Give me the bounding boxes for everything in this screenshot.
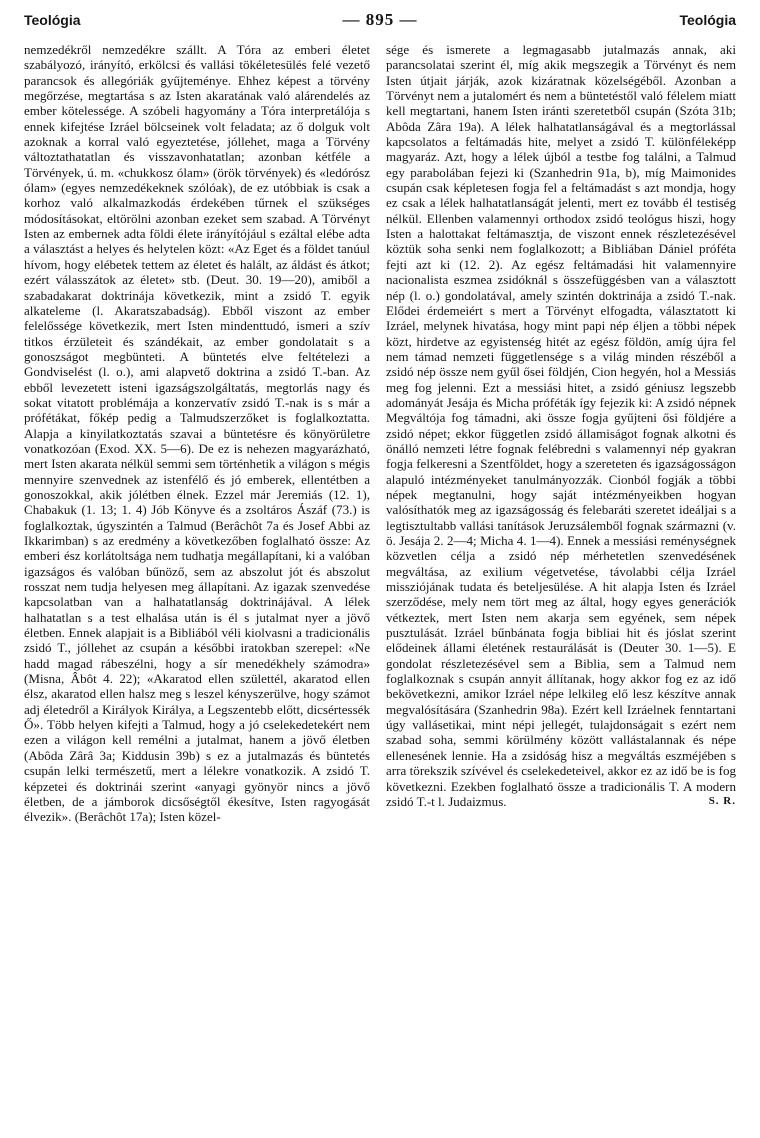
right-column [386, 42, 736, 825]
left-column [24, 42, 370, 825]
text-columns [24, 42, 736, 825]
running-head-right: Teológia [679, 12, 736, 28]
left-column-text: nemzedékről nemzedékre szállt. A Tóra az emberi életet szabályozó, irányító, erkölcsi és vallási tökéletesülés felé vezető parancsok és allegóriák gyűjteménye. Ehhez képest a törvény megőrzése, megtartása s az Isten akaratának való alárendelés az ember kötelessége. A szóbeli hagyomány a Tóra interpretálója s ennek kifejtése Izráel bölcseinek volt feladata; az ő dolguk volt azoknak a korral való egyeztetése, jóllehet, maga a Törvény változtathatatlan és visszavonhatatlan; azonban kétféle a Törvények, ú. m. «chukkosz ólam» (örök törvények) és «ledórósz ólam» (egyes nemzedékeknek szólóak), de ez utóbbiak is csak a korhoz való alkalmazkodás érdekében tűrnek el szükséges módosításokat, eltörölni azonban ezeket sem szabad. A Törvényt Isten az embernek adta földi élete irányítójául s ezáltal elébe adta a választást a helyes és helytelen közt: «Az Eget és a földet tanúul hívom, hogy elébetek tettem az életet és halált, az áldást és átkot; ezért válasszátok az életet» stb. (Deut. 30. 19—20), amiből a szabadakarat doktrinája következik, mint a zsidó T. egyik alkateleme (l. Akaratszabadság). Ebből viszont az ember felelőssége következik, mert Isten mindenttudó, ismeri a szív titkos érzületeit és szándékait, az ember gondolatait s a gonoszságot megbünteti. A büntetés elve feltételezi a Gondviselést (l. o.), ami alapvető doktrina a zsidó T.-ban. Az ebből levezetett isteni igazságszolgáltatás, megtorlás nagy és sokat vitatott problémája a konzervatív zsidó T.-nak is s már a prófétákat, főkép pedig a Talmudszerzőket is foglalkoztatta. Alapja a kinyilatkoztatás szavai a büntetésre és könyörületre vonatkozóan (Exod. XX. 5—6). De ez is nehezen magyarázható, mert Isten akarata nélkül semmi sem történhetik a világon s mégis mennyire szenvednek az istenfélő és jó emberek, ellentétben a gonoszokkal, akik jólétben élnek. Ezzel már Jeremiás (12. 1), Chabakuk (1. 13; 1. 4) Jób Könyve és a zsoltáros Ászáf (73.) is foglalkoztak, úgyszintén a Talmud (Berâchôt 7a és Josef Abbi az Ikkarimban) s az eredmény a következőben foglalható össze: Az emberi ész korlátoltsága nem tudhatja megállapítani, ki a valóban igazságos és valóban bűnöző, sem az abszolut jót és abszolut rosszat nem tudja helyesen meg állapítani. Az igazak szenvedése kapcsolatban van a halhatatlanság doktrinájával. A lélek halhatatlan s a test elhalása után is él s jutalmat nyer a jövő életben. Ennek alapjait is a Bibliából véli kiolvasni a tradicionális zsidó T., jóllehet az csupán a későbbi iratokban szerepel: «Ne hadd magad rábeszélni, hogy a sír menedékhely számodra» (Misna, Âbôt 4. 22); «Akaratod ellen születtél, akaratod ellen élsz, akaratod ellen halsz meg s leszel kényszerülve, hogy számot adj életedről a Királyok Királya, a Legszentebb előtt, dicsértessék Ő». Több helyen kifejti a Talmud, hogy a jó cselekedetekért nem ezen a világon kell remélni a jutalmat, hanem a jövő életben (Abôda Zârâ 3a; Kiddusin 39b) s ez a jutalmazás és büntetés csupán lelki természetű, mert a lélekre vonatkozik. A zsidó T. képzetei és doktrinái szerint «anyagi gyönyör nincs a jövő életben, de a jámborok dicsőségtől ékesítve, Isten ragyogását élvezik». (Berâchôt 17a); Isten közel- [24, 42, 370, 825]
author-signature: S. R. [708, 794, 736, 807]
right-column-body: sége és ismerete a legmagasabb jutalmazás annak, aki parancsolatai szerint él, míg akik megszegik a Törvényt és nem Isten útjait járják, azok kizáratnak közelségéből. Azonban a Törvényt nem a jutalomért és nem a büntetéstől való félelem miatt kell megtartani, hanem Isten iránti szeretetből csupán (Szóta 31b; Abôda Zâra 19a). A lélek halhatatlanságával és a megtorlással kapcsolatos a feltámadás hite, melyet a zsidó T. különféleképp magyaráz. Azt, hogy a lélek újból a testbe fog találni, a Talmud egy parabolában fejezi ki (Szanhedrin 91a, b), míg Maimonides csupán csak képletesen fogja fel a feltámadást s azt mondja, hogy ez csak a lélek halhatatlanságát jelenti, mert ez tovább él testiség nélkül. Ellenben valamennyi orthodox zsidó teológus hiszi, hogy Isten a halottakat feltámasztja, de viszont ennek részletezésével köztük soha senki nem foglalkozott; a Bibliában Dániel próféta fejti azt ki (12. 2). Az egész feltámadási hit valamennyire nacionalista eszmea zsidóknál s összefüggésben van a választott nép (l. o.) gondolatával, amely szintén doktrinája a zsidó T.-nak. Elődei érdemeiért s mert a Törvényt elfogadta, választatott ki Izráel, melynek hivatása, hogy mint papi nép éljen a többi népek közt, hirdetve az egyistenség hitét az egész földön, amíg újra fel nem támad nemzeti függetlensége s a világ minden részéből a zsidó nép össze nem gyűl ősei földjén, Cion hegyén, hol a Messiás meg fog jelenni. Ezt a messiási hitet, a zsidó géniusz legszebb adományát Jesája és Micha próféták így fejezik ki: A zsidó népnek Megváltója fog támadni, aki össze fogja gyűjteni ősi földjére a zsidó népet; ekkor független zsidó államiságot fognak alkotni és önálló nemzeti létre fognak felébredni s valamennyi nép gyakran fogja felkeresni a Szentföldet, hogy a szereteten és igazságosságon alapuló intézményeket tanulmányozzák. Cionból fogják a többi népek megtanulni, hogy saját intézményeikben hogyan valósíthatók meg az igazságosság és felebaráti szeretet ideáljai s a legtisztultabb vallási tanítások Jeruzsálemből fognak származni (v. ö. Jesája 2. 2—4; Micha 4. 1—4). Ennek a messiási reménységnek közvetlen célja a zsidó nép mérhetetlen szenvedésének megváltása, az exilium végetvetése, távolabbi célja Izráel missziójának tudata és beteljesülése. A hit alapja Isten és Izráel szerződése, mely nem tört meg az által, hogy egyes generációk vétkeztek, mert Isten nem akarja sem egyének, sem népek pusztulását. Izráel bűnbánata fogja bibliai hit és jóslat szerint elődeinek állami életének restaurálását is (Deuter 30. 1—5). E gondolat részletezésével sem a Biblia, sem a Talmud nem foglalkoznak s csupán annyit állítanak, hogy akkor fog ez az idő bekövetkezni, amikor Izráel népe lelkileg elő lesz készítve annak megvalósítására (Szanhedrin 98a). Ezért kell Izráelnek fenntartani úgy vallásetikai, mint népi jellegét, tulajdonságait s ezért nem szabad soha, semmi körülmény között vallástalannak és népe ellenesének lennie. Ha a zsidóság hisz a megváltás eszméjében s arra törekszik szívével és cselekedeteivel, akkor ez az idő be is fog következni. Ezekben foglalható össze a tradicionális T. A modern zsidó T.-t l. Judaizmus. [386, 42, 736, 809]
running-head-left: Teológia [24, 12, 81, 28]
right-column-text [386, 42, 736, 809]
page-number: — 895 — [342, 10, 418, 29]
running-head [24, 10, 736, 34]
